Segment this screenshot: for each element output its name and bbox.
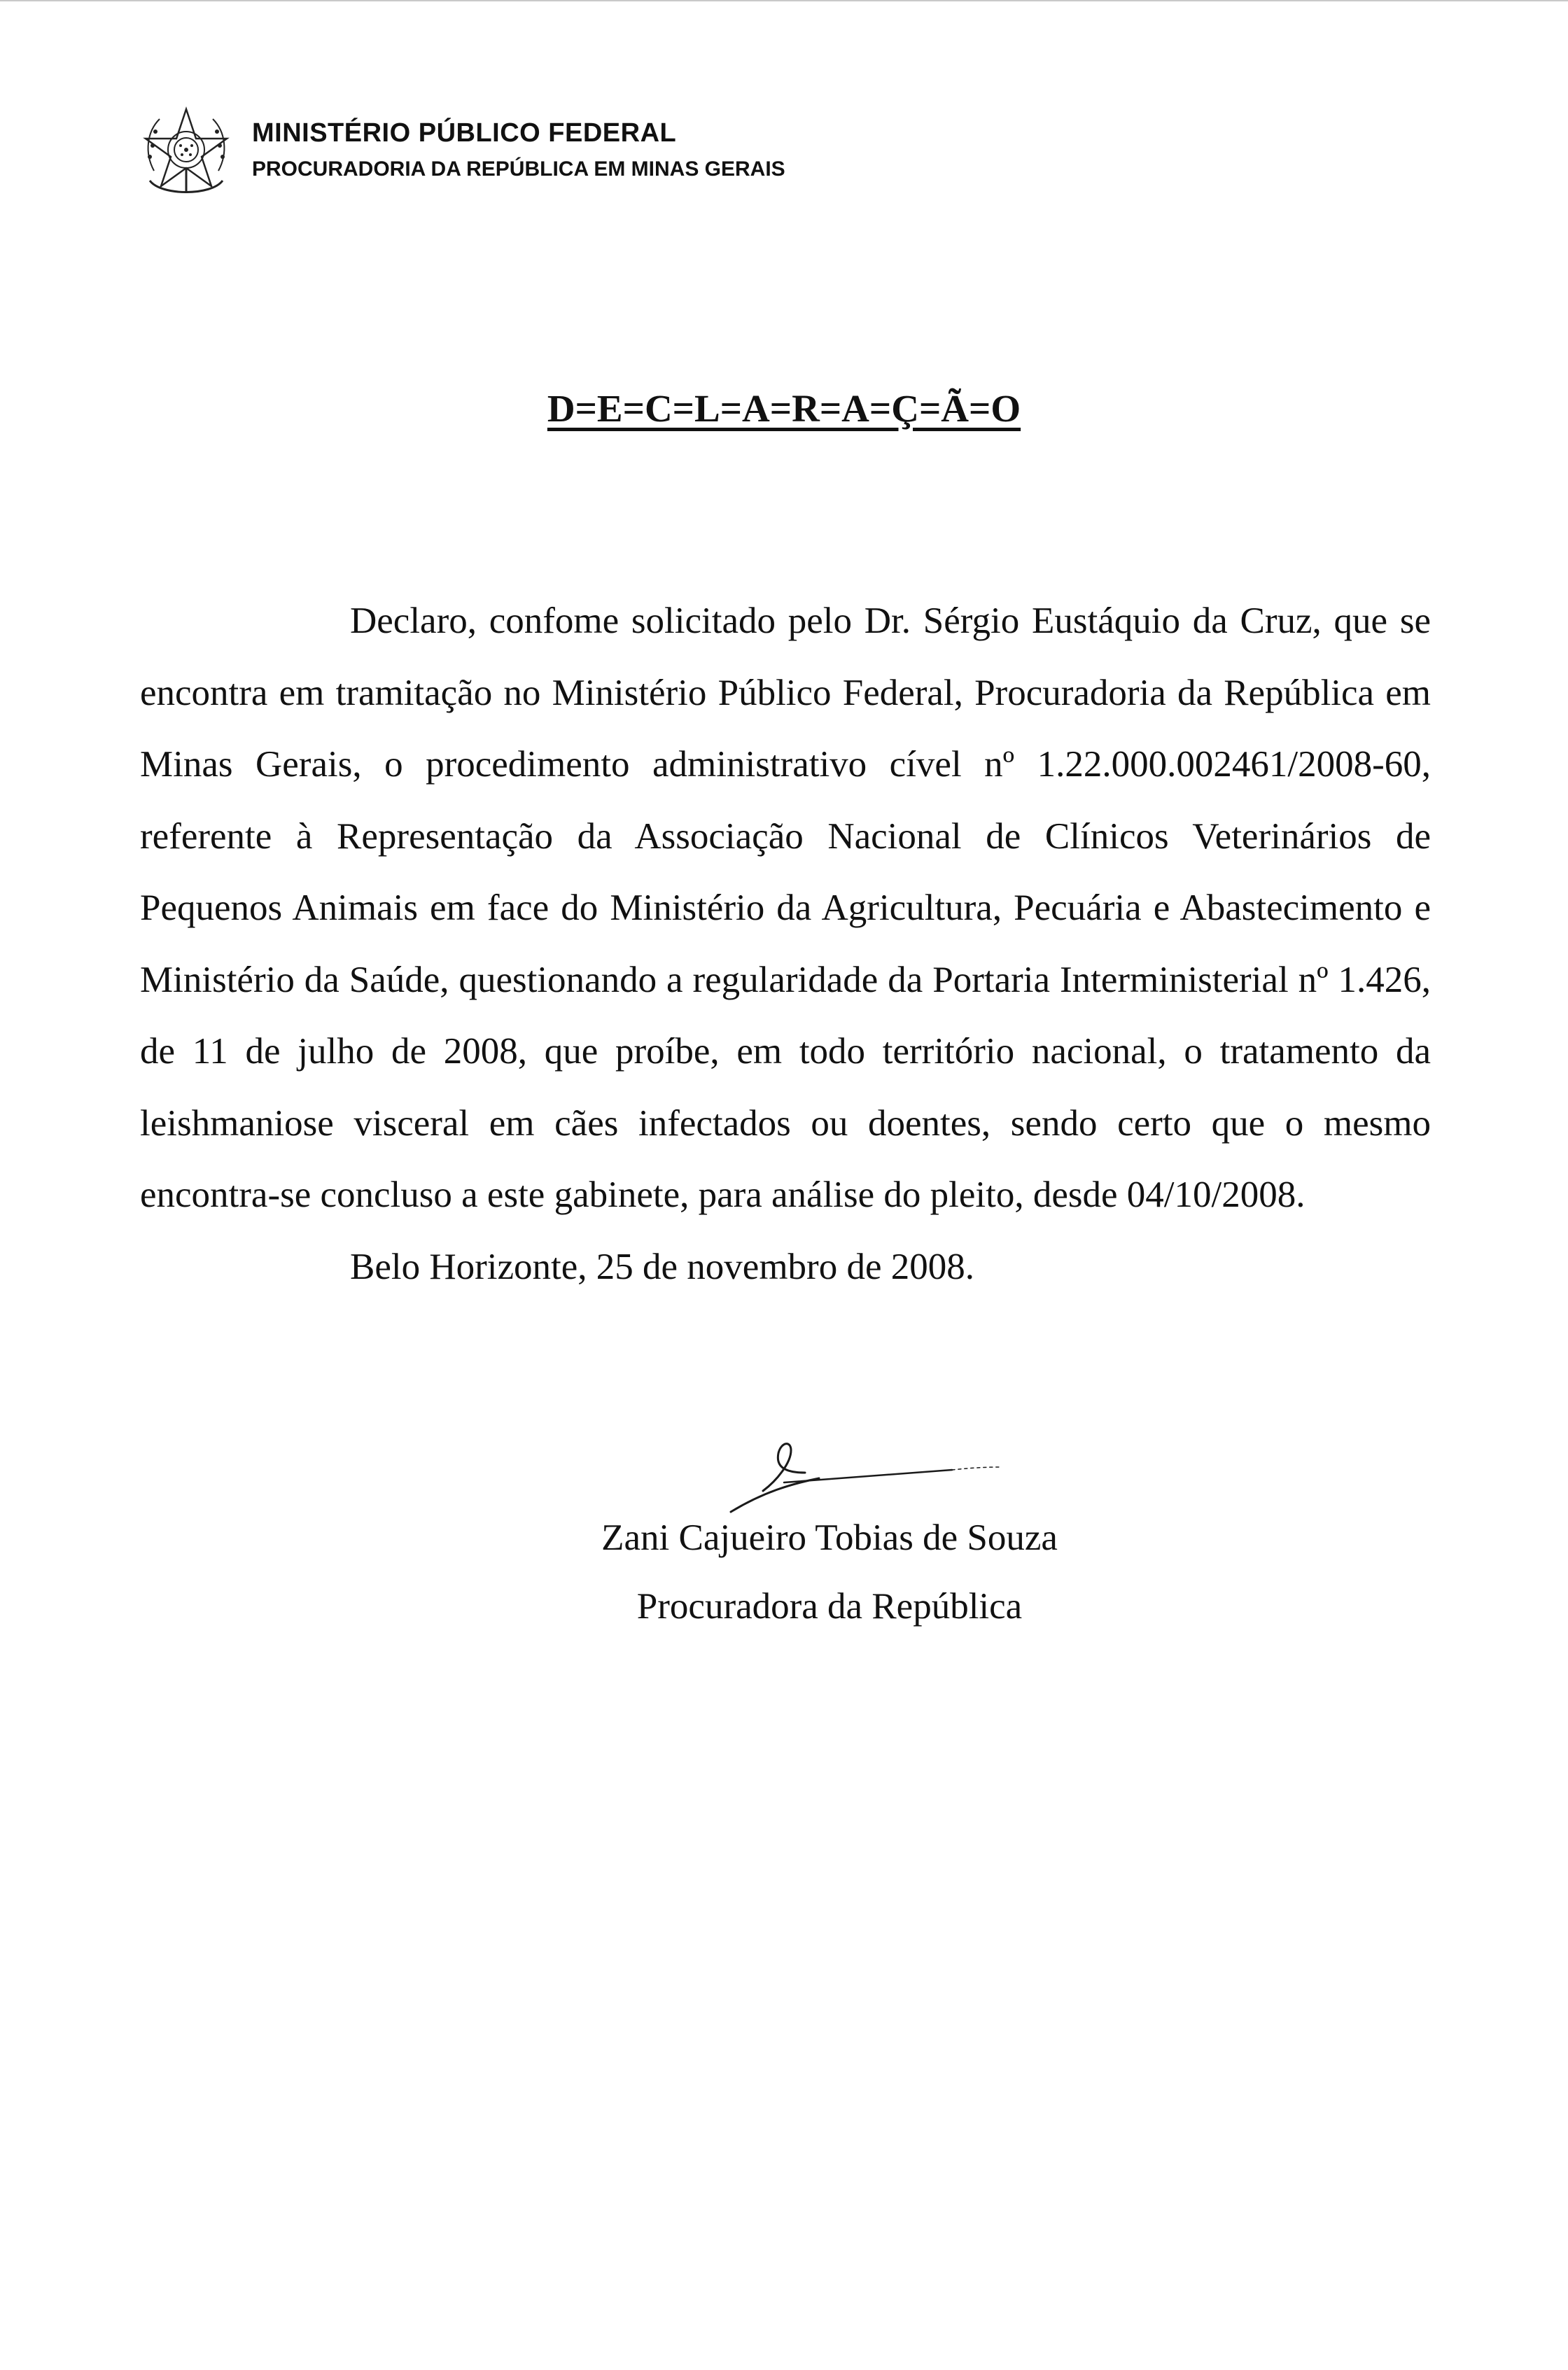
signatory-name: Zani Cajueiro Tobias de Souza	[601, 1517, 1058, 1558]
office-name: PROCURADORIA DA REPÚBLICA EM MINAS GERAIS	[252, 157, 785, 181]
document-title: D=E=C=L=A=R=A=Ç=Ã=O	[547, 387, 1021, 430]
signatory-block	[0, 1503, 1568, 1641]
brazil-coat-of-arms-icon	[137, 104, 235, 202]
scan-top-edge	[0, 0, 1568, 1]
declaration-paragraph: Declaro, confome solicitado pelo Dr. Sérgio Eustáquio da Cruz, que se encontra em tramitação no Ministério Público Federal, Procuradoria da República em Minas Gerais, o procedimento administrativo cível nº 1.22.000.002461/2008-60, referente à Representação da Associação Nacional de Clínicos Veterinários de Pequenos Animais em face do Ministério da Agricultura, Pecuária e Abastecimento e Ministério da Saúde, questionando a regularidade da Portaria Interministerial nº 1.426, de 11 de julho de 2008, que proíbe, em todo território nacional, o tratamento da leishmaniose visceral em cães infectados ou doentes, sendo certo que o mesmo encontra-se concluso a este gabinete, para análise do pleito, desde 04/10/2008.	[140, 601, 1431, 1215]
letterhead	[252, 118, 785, 182]
date-line: Belo Horizonte, 25 de novembro de 2008.	[350, 1246, 974, 1287]
signatory-role: Procuradora da República	[636, 1586, 1023, 1627]
document-body	[140, 585, 1431, 1303]
institution-name: MINISTÉRIO PÚBLICO FEDERAL	[252, 118, 677, 148]
